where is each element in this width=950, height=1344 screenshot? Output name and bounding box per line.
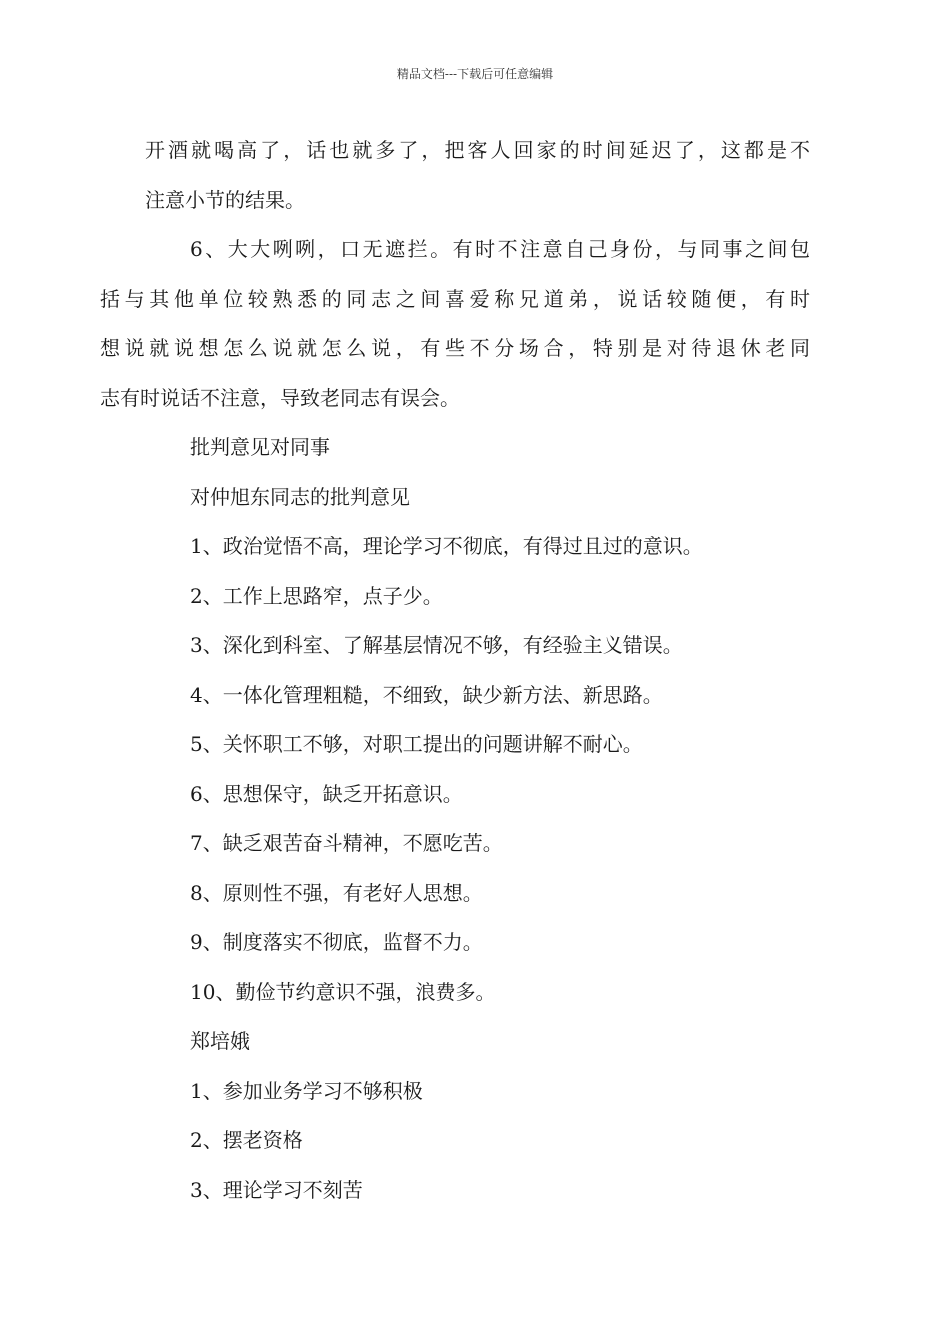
list-item: 10、勤俭节约意识不强，浪费多。 bbox=[190, 979, 496, 1004]
paragraph-line: 注意小节的结果。 bbox=[145, 187, 305, 212]
list-item: 3、深化到科室、了解基层情况不够，有经验主义错误。 bbox=[190, 633, 683, 657]
list-item: 9、制度落实不彻底，监督不力。 bbox=[190, 930, 483, 954]
list-item: 5、关怀职工不够，对职工提出的问题讲解不耐心。 bbox=[190, 732, 643, 756]
list-item: 8、原则性不强，有老好人思想。 bbox=[190, 880, 483, 905]
person-name-heading: 郑培娥 bbox=[190, 1029, 250, 1053]
paragraph-line: 志有时说话不注意，导致老同志有误会。 bbox=[100, 385, 460, 410]
list-item: 1、政治觉悟不高，理论学习不彻底，有得过且过的意识。 bbox=[190, 534, 703, 558]
list-item: 4、一体化管理粗糙，不细致，缺少新方法、新思路。 bbox=[190, 682, 663, 707]
paragraph-continuation bbox=[145, 126, 810, 225]
paragraph-line: 开酒就喝高了，话也就多了，把客人回家的时间延迟了，这都是不 bbox=[145, 138, 810, 162]
paragraph-item-6 bbox=[100, 225, 810, 423]
paragraph-line: 括与其他单位较熟悉的同志之间喜爱称兄道弟，说话较随便，有时 bbox=[100, 286, 810, 311]
section-title: 批判意见对同事 bbox=[190, 435, 330, 459]
list-item: 1、参加业务学习不够积极 bbox=[190, 1078, 423, 1103]
paragraph-line: 6、大大咧咧，口无遮拦。有时不注意自己身份，与同事之间包 bbox=[190, 237, 810, 261]
list-item: 7、缺乏艰苦奋斗精神，不愿吃苦。 bbox=[190, 831, 503, 855]
list-item: 6、思想保守，缺乏开拓意识。 bbox=[190, 781, 463, 806]
paragraph-line: 想说就说想怎么说就怎么说，有些不分场合，特别是对待退休老同 bbox=[100, 336, 810, 360]
list-item: 3、理论学习不刻苦 bbox=[190, 1177, 363, 1202]
list-item: 2、工作上思路窄，点子少。 bbox=[190, 583, 443, 608]
subsection-title: 对仲旭东同志的批判意见 bbox=[190, 484, 410, 509]
document-body bbox=[100, 126, 810, 1215]
page-header: 精品文档---下载后可任意编辑 bbox=[396, 67, 554, 81]
list-item: 2、摆老资格 bbox=[190, 1128, 303, 1152]
